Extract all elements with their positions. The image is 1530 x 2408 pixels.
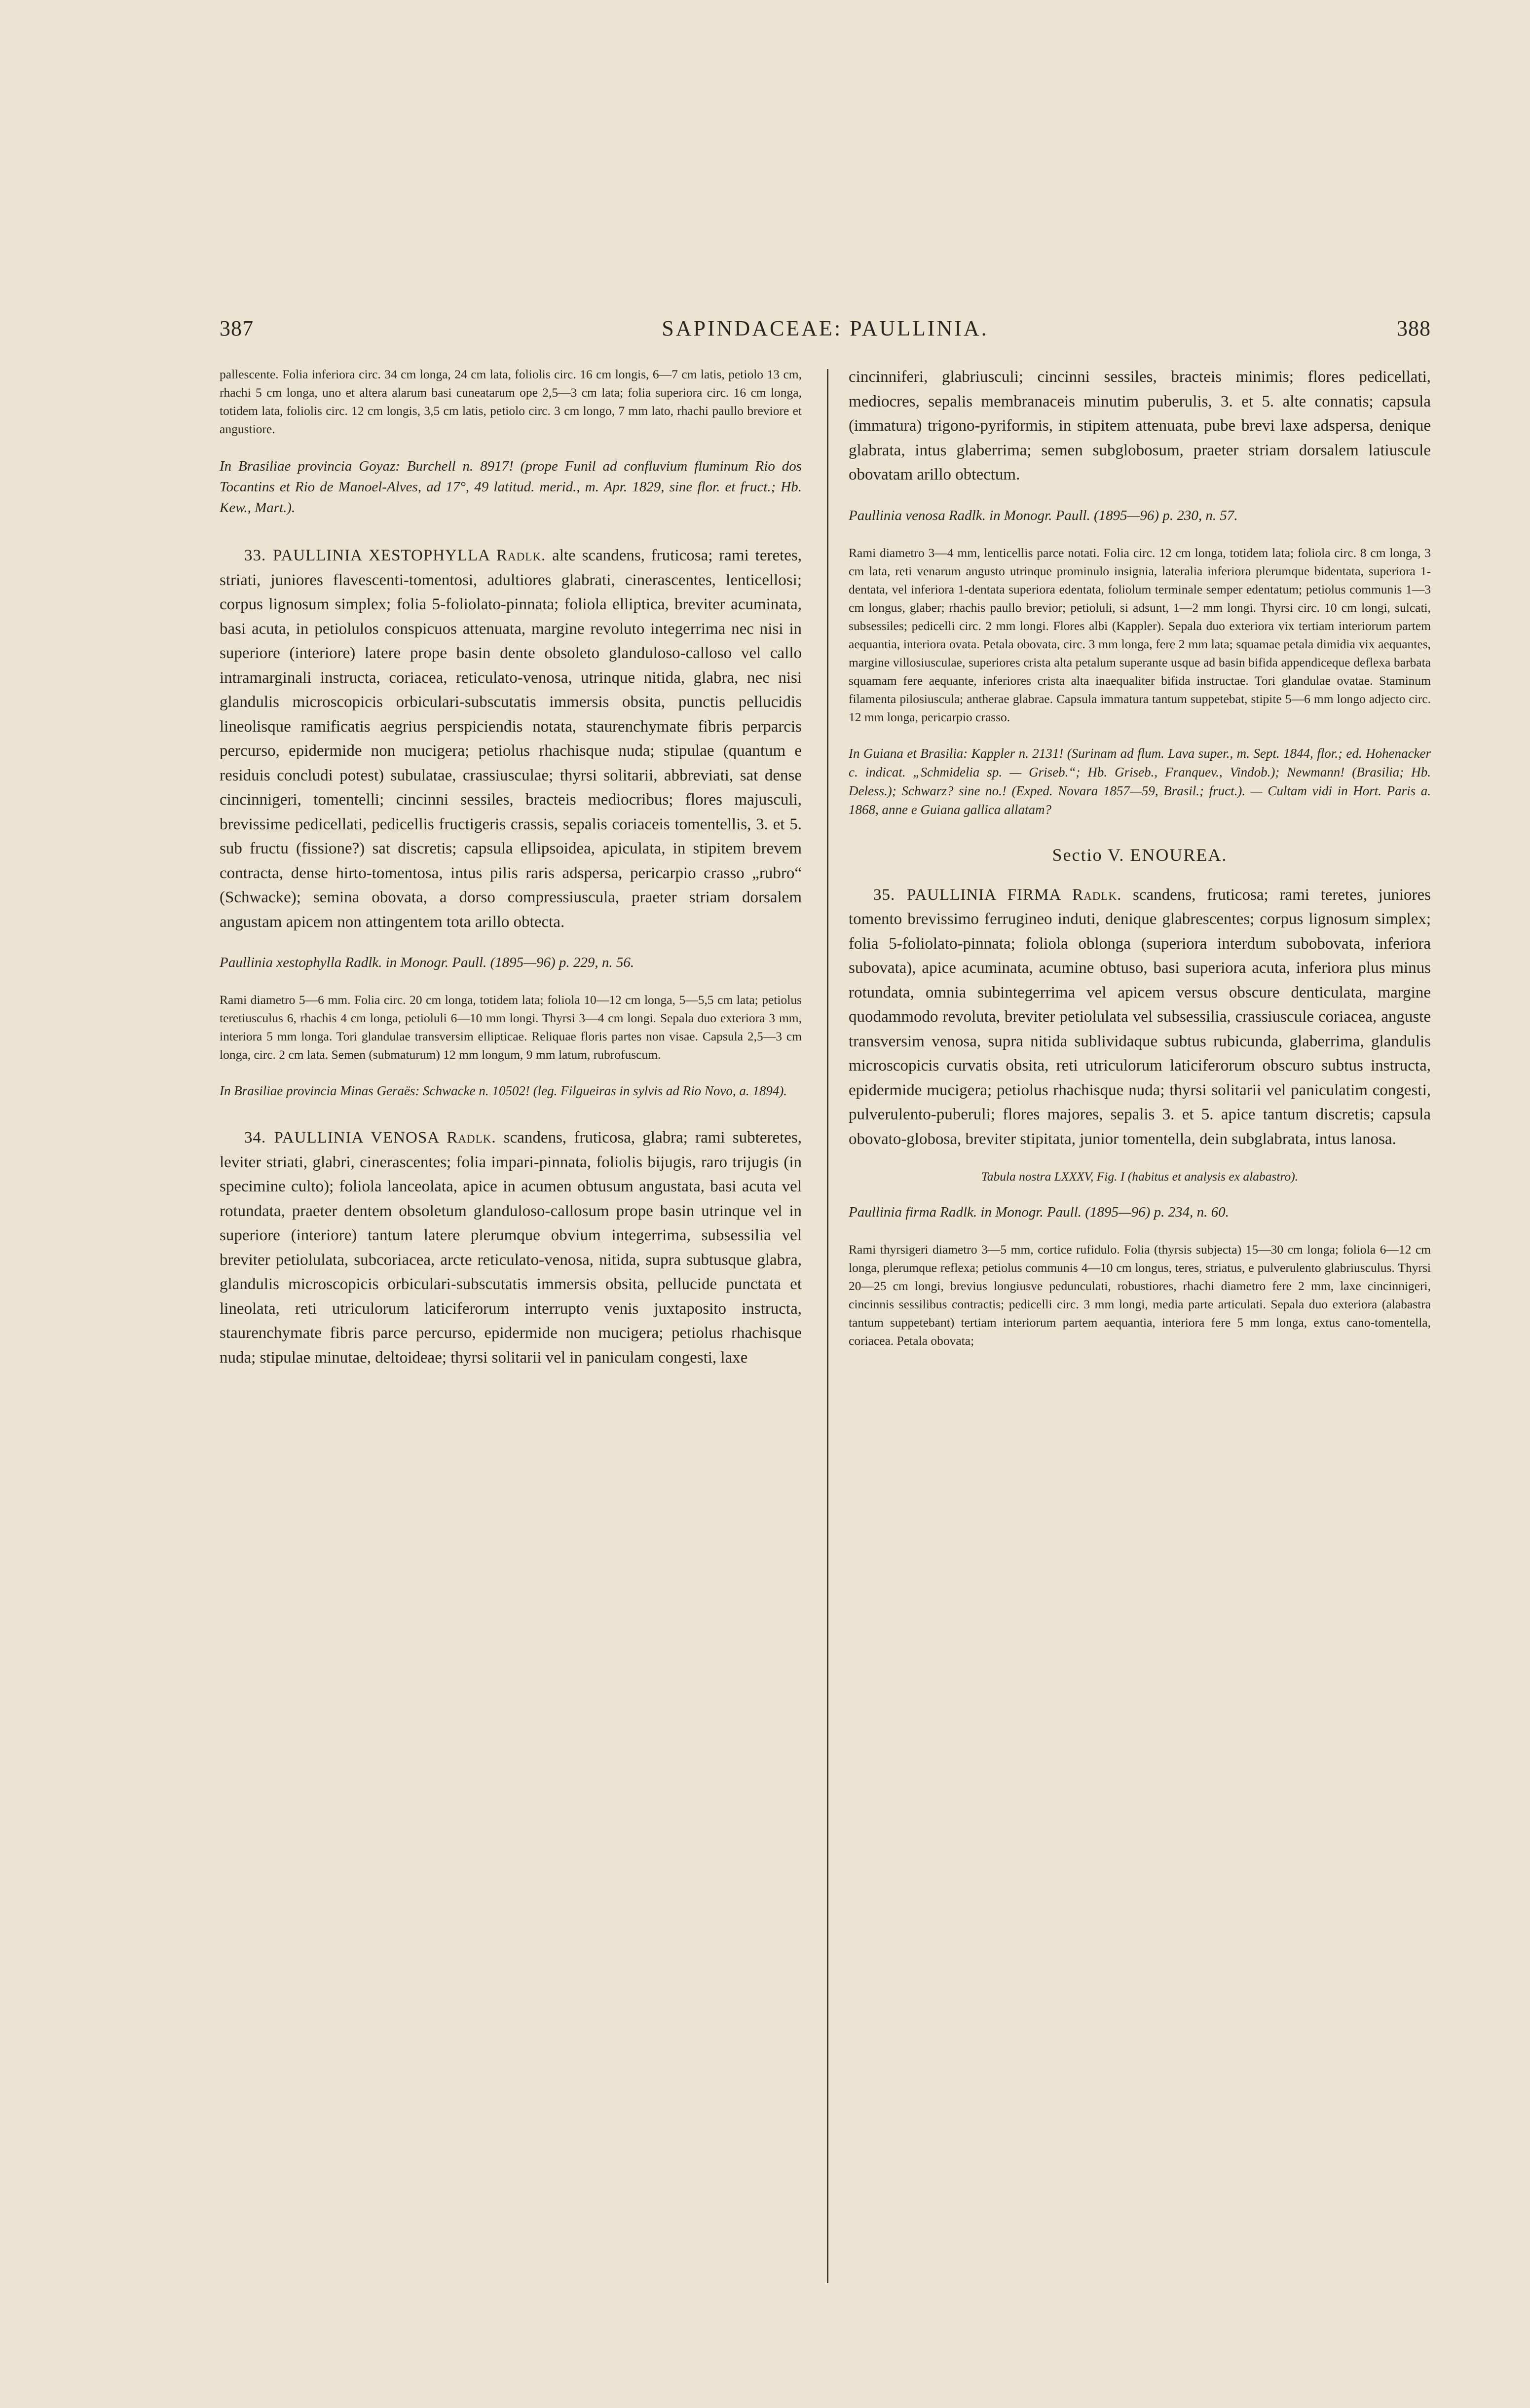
species-35-description: Rami thyrsigeri diametro 3—5 mm, cortice rufidulo. Folia (thyrsis subjecta) 15—30 cm longa; foliola 6—12 cm longa, plerumque reflexa; petiolus communis 4—10 cm longus, teres, striatus, e pulverulento glabriusculus. Thyrsi 20—25 cm longi, brevius longiusve pedunculati, robustiores, rhachi diametro fere 2 mm, laxe cincinnigeri, cincinnis sessilibus contractis; pedicelli circ. 3 mm longi, media parte articulati. Sepala duo exteriora (alabastra tantum suppetebant) tertiam interiorum partem aequantia, interiora fere 5 mm longa, extus cano-tomentella, coriacea. Petala obovata; <box>849 1242 1431 1348</box>
page-number-left: 387 <box>220 316 254 340</box>
species-35-plate-reference: Tabula nostra LXXXV, Fig. I (habitus et analysis ex alabastro). <box>981 1169 1299 1184</box>
right-column <box>849 365 1431 1350</box>
species-35-citation: Paullinia firma Radlk. in Monogr. Paull. (1895—96) p. 234, n. 60. <box>849 1204 1229 1220</box>
continued-description: pallescente. Folia inferiora circ. 34 cm longa, 24 cm lata, foliolis circ. 16 cm longis, 6—7 cm latis, petiolo 13 cm, rhachi 5 cm longa, uno et altera alarum basi cuneatarum ope 2,5—3 cm lata; folia superiora circ. 16 cm longa, totidem lata, foliolis circ. 12 cm longis, 3,5 cm latis, petiolo circ. 3 cm longo, 7 mm lato, rhachi paullo breviore et angustiore. <box>220 367 802 436</box>
page-number-right: 388 <box>1397 316 1431 340</box>
species-34-description: Rami diametro 3—4 mm, lenticellis parce notati. Folia circ. 12 cm longa, totidem lata; foliola circ. 8 cm longa, 3 cm lata, reti venarum angusto utrinque prominulo insignia, lateralia inferiora plerumque bidentata, superiora 1-dentata, vel inferiora 1-dentata superiora edentata, foliolum terminale semper edentatum; petiolus communis 1—3 cm longus, glaber; rhachis paullo brevior; petioluli, si adsunt, 1—2 mm longi. Thyrsi circ. 10 cm longi, sulcati, subsessiles; pedicelli circ. 2 mm longi. Flores albi (Kappler). Sepala duo exteriora vix tertiam interiorum partem aequantia, interiora ovata. Petala obovata, circ. 3 mm longa, fere 2 mm lata; squamae petala dimidia vix aequantes, margine villosiusculae, superiores crista alta petalum superante usque ad basin bifida appendiceque deflexa barbata squamam fere aequante, inferiores crista alta inaequaliter bifida instructae. Tori glandulae ovatae. Staminum filamenta pilosiuscula; antherae glabrae. Capsula immatura tantum suppetebat, stipite 5—6 mm longo adjecto circ. 12 mm longa, pericarpio crasso. <box>849 545 1431 724</box>
species-33-block <box>220 544 802 934</box>
species-35-diagnosis: scandens, fruticosa; rami teretes, juniores tomento brevissimo ferrugineo induti, denique glabrescentes; corpus lignosum simplex; folia 5-foliolato-pinnata; foliola oblonga (superiora interdum subobovata, inferiora subovata), apice acuminata, acumine obtuso, basi superiora acuta, inferiora plus minus rotundata, omnia subintegerrima vel apicem versus obscure denticulata, margine quodammodo revoluta, breviter petiolulata vel subsessilia, crassiuscule coriacea, anguste transversim venosa, supra nitida sublividaque subtus rubicunda, glaberrima, glandulis microscopicis curvatis obsita, reti utriculorum laticiferorum obscuro subtus instructa, epidermide mucigera; petiolus rhachisque nuda; thyrsi solitarii vel paniculatim congesti, pulverulento-puberuli; flores majores, sepalis 3. et 5. apice tantum discretis; capsula obovato-globosa, breviter stipitata, junior tomentella, dein subglabrata, intus lanosa. <box>849 886 1431 1148</box>
species-34-diagnosis-continued: cincinniferi, glabriusculi; cincinni sessiles, bracteis minimis; flores pedicellati, mediocres, sepalis membranaceis minutim puberulis, 3. et 5. alte connatis; capsula (immatura) trigono-pyriformis, in stipitem attenuata, pube brevi laxe adspersa, denique glabrata, intus glaberrima; semen subglobosum, praeter striam dorsalem latiuscule obovatam arillo obtectum. <box>849 368 1431 483</box>
species-33-locality: In Brasiliae provincia Minas Geraës: Schwacke n. 10502! (leg. Filgueiras in sylvis ad Rio Novo, a. 1894). <box>220 1083 787 1098</box>
running-title: SAPINDACEAE: PAULLINIA. <box>662 316 989 340</box>
species-35-block <box>849 883 1431 1152</box>
species-34-name: 34. PAULLINIA VENOSA Radlk. <box>244 1129 496 1147</box>
species-34-diagnosis: scandens, fruticosa, glabra; rami subteretes, leviter striati, glabri, cinerascentes; folia impari-pinnata, foliolis bijugis, raro trijugis (in specimine culto); foliola lanceolata, apice in acumen obtusum angustata, basi acuta vel rotundata, praeter dentem obsoletum glanduloso-callosum prope basin utrinque vel in superiore (interiore) tantum latere plerumque obvium integerrima, subsessilia vel breviter petiolulata, subcoriacea, arcte reticulato-venosa, nitida, supra subtusque glabra, glandulis microscopicis orbiculari-subscutatis immersis obsita, pellucide punctata et lineolata, reti utriculorum laticiferorum interrupto venis juxtaposito instructa, staurenchymate fibris parce percurso, epidermide non mucigera; petiolus rhachisque nuda; stipulae minutae, deltoideae; thyrsi solitarii vel in paniculam congesti, laxe <box>220 1129 802 1367</box>
column-divider <box>827 369 828 2283</box>
species-33-description: Rami diametro 5—6 mm. Folia circ. 20 cm longa, totidem lata; foliola 10—12 cm longa, 5—5,5 cm lata; petiolus teretiusculus 6, rhachis 4 cm longa, petioluli 6—10 mm longi. Thyrsi 3—4 cm longi. Sepala duo exteriora 3 mm, interiora 5 mm longa. Tori glandulae transversim ellipticae. Reliquae floris partes non visae. Capsula 2,5—3 cm longa, circ. 2 cm lata. Semen (submaturum) 12 mm longum, 9 mm latum, rubrofuscum. <box>220 993 802 1062</box>
species-35-name: 35. PAULLINIA FIRMA Radlk. <box>873 886 1122 904</box>
species-34-locality: In Guiana et Brasilia: Kappler n. 2131! (Surinam ad flum. Lava super., m. Sept. 1844, flor.; ed. Hohenacker c. indicat. „Schmidelia sp. — Griseb.“; Hb. Griseb., Franquev., Vindob.); Newmann! (Brasilia; Hb. Deless.); Schwarz? sine no.! (Exped. Novara 1857—59, Brasil.; fruct.). — Cultam vidi in Hort. Paris a. 1868, anne e Guiana gallica allatam? <box>849 745 1431 817</box>
species-34-block <box>220 1126 802 1370</box>
species-33-diagnosis: alte scandens, fruticosa; rami teretes, striati, juniores flavescenti-tomentosi, adultiores glabrati, cinerascentes, lenticellosi; corpus lignosum simplex; folia 5-foliolato-pinnata; foliola elliptica, breviter acuminata, basi acuta, in petiolulos conspicuos attenuata, margine revoluto integerrima nec nisi in superiore (interiore) latere prope basin dente obsoleto glanduloso-calloso vel callo intramarginali instructa, coriacea, reticulato-venosa, utrinque nitida, glabra, nec nisi glandulis microscopicis orbiculari-subscutatis immersis obsita, punctis pellucidis lineolisque ramificatis aegrius perspiciendis notata, staurenchymate fibris perparcis percurso, epidermide non mucigera; petiolus rhachisque nuda; stipulae (quantum e residuis concludi potest) subulatae, crassiusculae; thyrsi solitarii, abbreviati, sat dense cincinnigeri, tomentelli; cincinni sessiles, bracteis mediocribus; flores majusculi, brevissime pedicellati, pedicellis fructigeris crassis, sepalis coriaceis tomentellis, 3. et 5. sub fructu (fissione?) sat discretis; capsula ellipsoidea, apiculata, in stipitem brevem contracta, dense hirto-tomentosa, intus pilis raris adspersa, pericarpio crasso „rubro“ (Schwacke); semina obovata, a dorso compressiuscula, praeter striam dorsalem angustam apicem non attingentem tota arillo obtecta. <box>220 547 802 931</box>
species-33-citation: Paullinia xestophylla Radlk. in Monogr. Paull. (1895—96) p. 229, n. 56. <box>220 955 634 970</box>
left-column <box>220 365 802 1370</box>
species-33-name: 33. PAULLINIA XESTOPHYLLA Radlk. <box>244 547 546 564</box>
species-34-citation: Paullinia venosa Radlk. in Monogr. Paull. (1895—96) p. 230, n. 57. <box>849 507 1238 523</box>
section-heading: Sectio V. ENOUREA. <box>1052 845 1228 865</box>
running-head <box>220 316 1431 345</box>
continued-locality: In Brasiliae provincia Goyaz: Burchell n. 8917! (prope Funil ad confluvium fluminum Rio dos Tocantins et Rio de Manoel-Alves, ad 17°, 49 latitud. merid., m. Apr. 1829, sine flor. et fruct.; Hb. Kew., Mart.). <box>220 458 802 516</box>
